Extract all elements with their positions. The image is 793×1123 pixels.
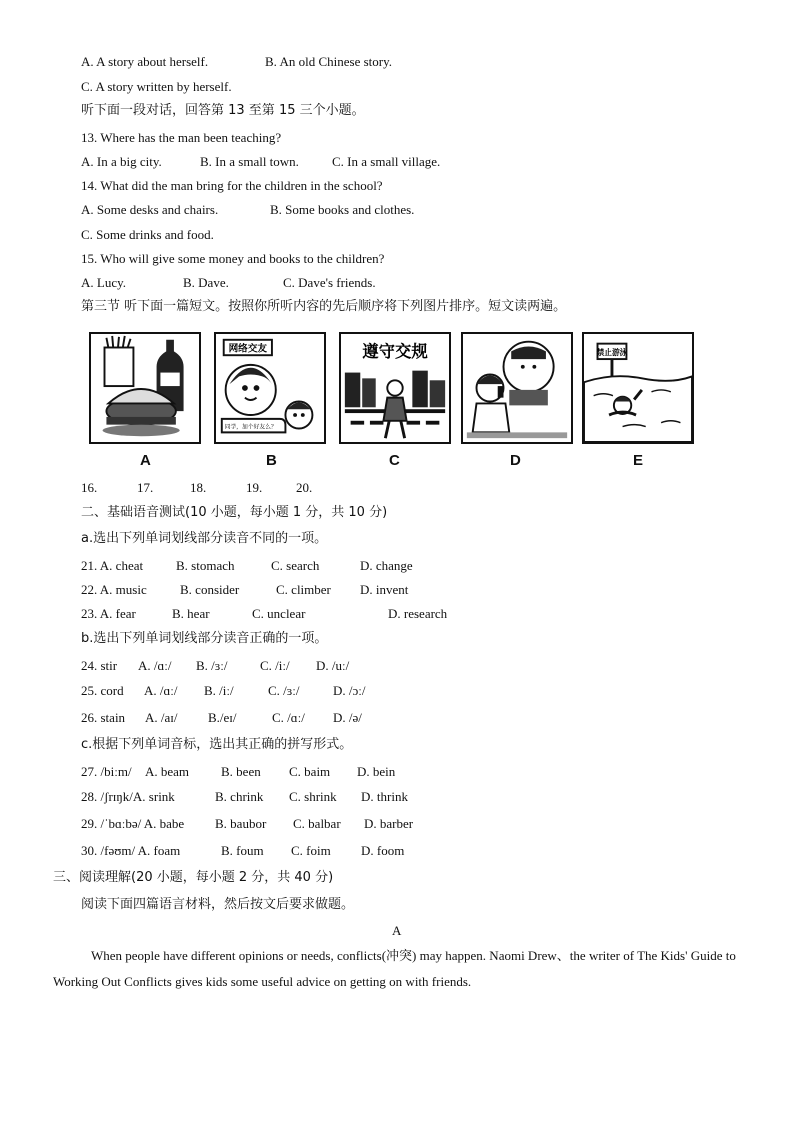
picture-a-fast-food: [89, 332, 201, 444]
q24-option-b: B. /ɜː/: [196, 658, 228, 673]
q27-option-b: B. been: [221, 764, 261, 779]
picture-b-bubble: 同学，加个好友么？: [224, 424, 277, 431]
instruction-13-15: 听下面一段对话，回答第 13 至第 15 三个小题。: [81, 103, 365, 118]
q13-option-c: C. In a small village.: [332, 154, 441, 169]
picture-c-traffic-rules: [339, 332, 451, 444]
q24-option-c: C. /iː/: [260, 658, 290, 673]
picture-label-c: C: [389, 452, 400, 469]
q13-option-b: B. In a small town.: [200, 154, 299, 169]
q25-option-a: A. /ɑː/: [144, 683, 178, 698]
q22-option-a: 22. A. music: [81, 582, 147, 597]
picture-e-no-swimming: [582, 332, 694, 444]
q22-option-c: C. climber: [276, 582, 331, 597]
q29-option-b: B. baubor: [215, 816, 267, 831]
q24-option-a: A. /ɑː/: [138, 658, 172, 673]
q24-option-d: D. /uː/: [316, 658, 350, 673]
picture-c-title: 遵守交规: [362, 342, 428, 362]
q12-option-a: A. A story about herself.: [81, 54, 209, 69]
picture-label-e: E: [633, 452, 644, 469]
q27-phonetic: 27. /biːm/: [81, 764, 132, 779]
picture-label-a: A: [140, 452, 151, 469]
part2-title: 二、基础语音测试(10 小题，每小题 1 分，共 10 分): [81, 505, 388, 520]
q27-option-d: D. bein: [357, 764, 396, 779]
answer-blank-18[interactable]: 18.: [190, 480, 207, 495]
q23-option-b: B. hear: [172, 606, 210, 621]
q21-option-a: 21. A. cheat: [81, 558, 144, 573]
q23-option-a: 23. A. fear: [81, 606, 136, 621]
q14-option-c: C. Some drinks and food.: [81, 227, 214, 242]
picture-label-d: D: [510, 452, 521, 469]
q30-option-a: 30. /fəʊm/ A. foam: [81, 843, 181, 858]
q12-option-b: B. An old Chinese story.: [265, 54, 392, 69]
passage-a-paragraph: When people have different opinions or needs, conflicts(冲突) may happen. Naomi Drew、the writer of The Kids' Guide to Working Out Conflicts gives kids some useful advice on getting on with friends.: [53, 948, 736, 989]
q22-option-b: B. consider: [180, 582, 240, 597]
q13-option-a: A. In a big city.: [81, 154, 162, 169]
q25-option-c: C. /ɜː/: [268, 683, 300, 698]
q21-option-b: B. stomach: [176, 558, 235, 573]
q24-word: 24. stir: [81, 658, 118, 673]
q29-option-d: D. barber: [364, 816, 414, 831]
q15-stem: 15. Who will give some money and books to the children?: [81, 251, 385, 266]
q14-stem: 14. What did the man bring for the children in the school?: [81, 178, 383, 193]
q23-option-c: C. unclear: [252, 606, 306, 621]
q30-option-d: D. foom: [361, 843, 405, 858]
q26-word: 26. stain: [81, 710, 126, 725]
answer-blank-19[interactable]: 19.: [246, 480, 263, 495]
q21-option-c: C. search: [271, 558, 320, 573]
part3-title: 三、阅读理解(20 小题，每小题 2 分，共 40 分): [53, 870, 334, 885]
answer-blank-16[interactable]: 16.: [81, 480, 98, 495]
q28-option-d: D. thrink: [361, 789, 408, 804]
q26-option-b: B./eɪ/: [208, 710, 237, 725]
q28-option-a: 28. /ʃrɪŋk/A. srink: [81, 789, 175, 804]
picture-d-phone-call-police: [461, 332, 573, 444]
q30-option-c: C. foim: [291, 843, 331, 858]
q14-option-a: A. Some desks and chairs.: [81, 202, 219, 217]
q26-option-c: C. /ɑː/: [272, 710, 305, 725]
q26-option-d: D. /ə/: [333, 710, 362, 725]
q30-option-b: B. foum: [221, 843, 264, 858]
picture-label-b: B: [266, 452, 277, 469]
part2-c-instruction: c.根据下列单词音标，选出其正确的拼写形式。: [81, 737, 353, 752]
q22-option-d: D. invent: [360, 582, 409, 597]
picture-e-sign: 禁止游泳: [596, 348, 628, 358]
q29-option-c: C. balbar: [293, 816, 341, 831]
picture-b-sign: 网络交友: [228, 343, 268, 355]
q21-option-d: D. change: [360, 558, 413, 573]
q28-option-c: C. shrink: [289, 789, 337, 804]
q25-word: 25. cord: [81, 683, 124, 698]
answer-blank-17[interactable]: 17.: [137, 480, 154, 495]
q28-option-b: B. chrink: [215, 789, 264, 804]
passage-letter: A: [392, 923, 402, 938]
part2-a-instruction: a.选出下列单词划线部分读音不同的一项。: [81, 531, 328, 546]
part2-b-instruction: b.选出下列单词划线部分读音正确的一项。: [81, 631, 328, 646]
part3-instruction: 阅读下面四篇语言材料，然后按文后要求做题。: [81, 897, 355, 912]
q12-option-c: C. A story written by herself.: [81, 79, 232, 94]
q15-option-b: B. Dave.: [183, 275, 229, 290]
q27-option-c: C. baim: [289, 764, 331, 779]
q27-option-a: A. beam: [145, 764, 190, 779]
q14-option-b: B. Some books and clothes.: [270, 202, 415, 217]
q13-stem: 13. Where has the man been teaching?: [81, 130, 282, 145]
q26-option-a: A. /aɪ/: [145, 710, 178, 725]
q23-option-d: D. research: [388, 606, 448, 621]
picture-b-online-friends: [214, 332, 326, 444]
q29-option-a: 29. /ˈbɑːbə/ A. babe: [81, 816, 185, 831]
q25-option-d: D. /ɔː/: [333, 683, 366, 698]
q25-option-b: B. /iː/: [204, 683, 234, 698]
q15-option-a: A. Lucy.: [81, 275, 127, 290]
answer-blank-20[interactable]: 20.: [296, 480, 313, 495]
section3-title: 第三节 听下面一篇短文。按照你所听内容的先后顺序将下列图片排序。短文读两遍。: [81, 299, 567, 314]
q15-option-c: C. Dave's friends.: [283, 275, 376, 290]
